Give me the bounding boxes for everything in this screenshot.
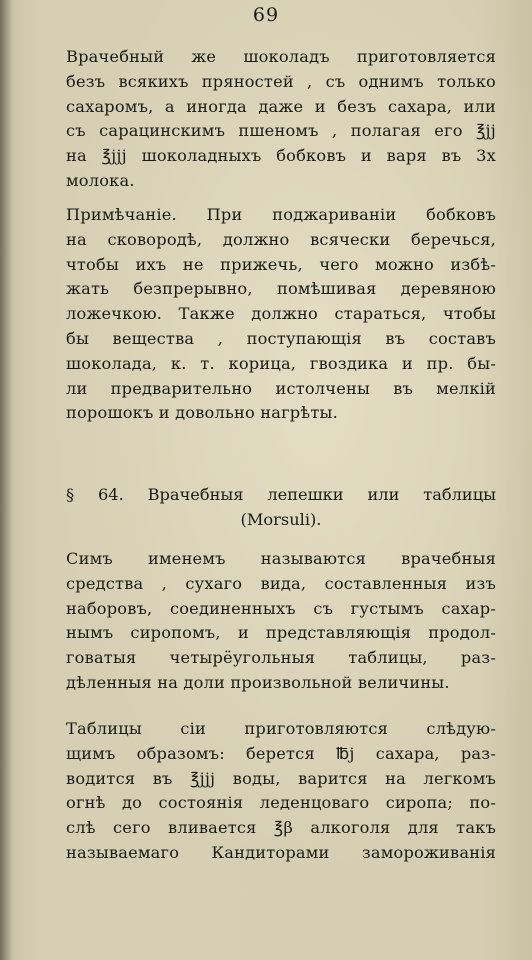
text-line: водится въ ℥jjj воды, варится на легкомъ	[66, 768, 496, 788]
text-line: Врачебный же шоколадъ приготовляется	[66, 47, 496, 66]
section-heading	[66, 483, 496, 533]
text-line: чтобы ихъ не прижечь, чего можно избѣ-	[66, 254, 496, 274]
section-subtitle: (Morsuli).	[240, 509, 322, 529]
text-line: Таблицы сіи приготовляются слѣдую-	[66, 719, 496, 738]
text-line: средства , сухаго вида, составленныя изъ	[66, 573, 496, 593]
text-line: наборовъ, соединенныхъ съ густымъ сахар-	[66, 598, 496, 618]
page-gutter-shadow	[0, 0, 12, 960]
page-number: 69	[252, 4, 280, 26]
text-line: ложечкою. Также должно стараться, чтобы	[66, 304, 496, 324]
text-line: нымъ сиропомъ, и представляющія продол-	[66, 623, 496, 643]
text-line: порошокъ и довольно нагрѣты.	[66, 403, 338, 423]
text-line: ли предварительно истолчены въ мелкій	[66, 378, 496, 398]
text-line: сахаромъ, а иногда даже и безъ сахара, или	[66, 96, 496, 116]
text-line: безъ всякихъ пряностей , съ однимъ только	[66, 71, 496, 91]
text-line: молока.	[66, 170, 135, 190]
text-line: щимъ образомъ: берется ℔j сахара, раз-	[66, 743, 496, 763]
section-title: § 64. Врачебныя лепешки или таблицы	[66, 485, 496, 504]
text-line: шоколада, к. т. корица, гвоздика и пр. бы-	[66, 353, 496, 373]
paragraph-preparation	[66, 717, 496, 866]
text-line: Симъ именемъ называются врачебныя	[66, 549, 496, 568]
text-line: слѣ сего вливается ℥β алкоголя для такъ	[66, 818, 496, 838]
paragraph-note	[66, 203, 496, 426]
text-line: бы вещества , поступающія въ составъ	[66, 328, 496, 348]
text-line: съ сарацинскимъ пшеномъ , полагая его ℥jj	[66, 121, 496, 141]
text-line: дѣленныя на доли произвольной величины.	[66, 672, 450, 692]
text-line: на сковородѣ, должно всячески беречься,	[66, 229, 496, 249]
text-line: говатыя четырёугольныя таблицы, раз-	[66, 648, 496, 668]
paragraph-chocolate	[66, 45, 496, 194]
paragraph-definition	[66, 547, 496, 696]
text-line: огнѣ до состоянія леденцоваго сиропа; по-	[66, 793, 496, 813]
text-line: жать безпрерывно, помѣшивая деревяною	[66, 279, 496, 299]
text-line: называемаго Кандиторами замороживанія	[66, 842, 496, 862]
text-line: на ℥jjj шоколадныхъ бобковъ и варя въ 3х	[66, 146, 496, 166]
text-line: Примѣчаніе. При поджариваніи бобковъ	[66, 205, 496, 224]
